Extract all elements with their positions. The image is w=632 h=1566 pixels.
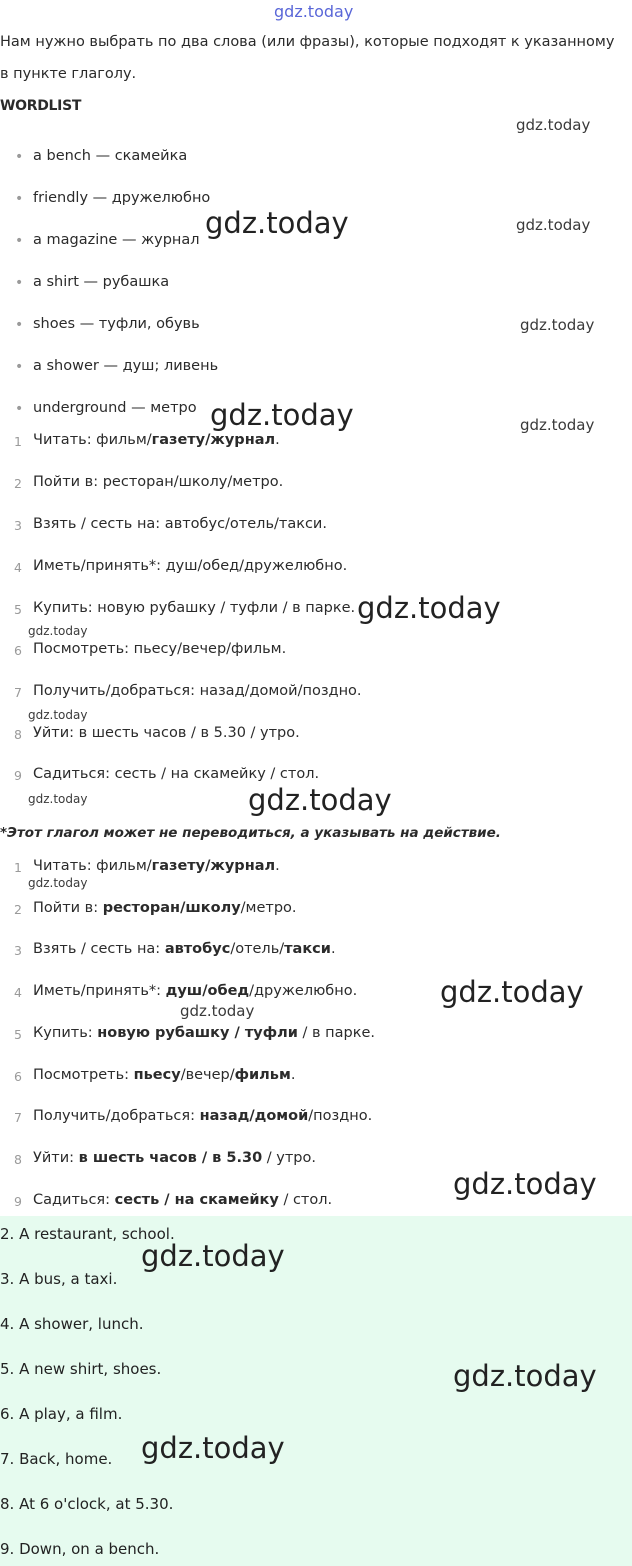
watermark: gdz.today bbox=[210, 398, 354, 432]
answer-line: 8. At 6 o'clock, at 5.30. bbox=[0, 1495, 174, 1513]
answer-line: 9. Down, on a bench. bbox=[0, 1540, 160, 1558]
item-number: 9 bbox=[14, 1194, 22, 1209]
task-item: Садиться: сесть / на скамейку / стол. bbox=[33, 766, 320, 782]
intro-line-1: Нам нужно выбрать по два слова (или фразы), которые подходят к указанному bbox=[0, 34, 615, 50]
bullet-icon: • bbox=[15, 233, 24, 249]
item-number: 5 bbox=[14, 602, 22, 617]
task-item: Садиться: сесть / на скамейку / стол. bbox=[33, 1192, 333, 1208]
watermark: gdz.today bbox=[440, 975, 584, 1009]
task-item: Иметь/принять*: душ/обед/дружелюбно. bbox=[33, 983, 358, 999]
bullet-icon: • bbox=[15, 191, 24, 207]
watermark: gdz.today bbox=[520, 416, 595, 434]
watermark: gdz.today bbox=[28, 792, 88, 806]
task-item: Посмотреть: пьесу/вечер/фильм. bbox=[33, 641, 287, 657]
item-number: 7 bbox=[14, 685, 22, 700]
watermark: gdz.today bbox=[357, 591, 501, 625]
task-item: Получить/добраться: назад/домой/поздно. bbox=[33, 1108, 373, 1124]
item-number: 7 bbox=[14, 1110, 22, 1125]
watermark: gdz.today bbox=[453, 1359, 597, 1393]
task-item: Иметь/принять*: душ/обед/дружелюбно. bbox=[33, 558, 348, 574]
task-item: Взять / сесть на: автобус/отель/такси. bbox=[33, 516, 327, 532]
intro-line-2: в пункте глаголу. bbox=[0, 66, 137, 82]
watermark: gdz.today bbox=[28, 624, 88, 638]
watermark: gdz.today bbox=[141, 1431, 285, 1465]
task-item: Посмотреть: пьесу/вечер/фильм. bbox=[33, 1067, 296, 1083]
item-number: 9 bbox=[14, 768, 22, 783]
task-item: Получить/добраться: назад/домой/поздно. bbox=[33, 683, 362, 699]
wordlist-item: underground — метро bbox=[33, 400, 197, 416]
bullet-icon: • bbox=[15, 275, 24, 291]
watermark: gdz.today bbox=[516, 216, 591, 234]
answer-line: 6. A play, a film. bbox=[0, 1405, 123, 1423]
watermark: gdz.today bbox=[28, 876, 88, 890]
watermark: gdz.today bbox=[520, 316, 595, 334]
item-number: 8 bbox=[14, 1152, 22, 1167]
header-watermark: gdz.today bbox=[274, 2, 354, 21]
watermark: gdz.today bbox=[180, 1002, 255, 1020]
wordlist-item: a magazine — журнал bbox=[33, 232, 200, 248]
wordlist-item: a shirt — рубашка bbox=[33, 274, 170, 290]
task-item: Читать: фильм/газету/журнал. bbox=[33, 432, 280, 448]
task-item: Взять / сесть на: автобус/отель/такси. bbox=[33, 941, 336, 957]
wordlist-item: shoes — туфли, обувь bbox=[33, 316, 200, 332]
bullet-icon: • bbox=[15, 317, 24, 333]
task-item: Уйти: в шесть часов / в 5.30 / утро. bbox=[33, 1150, 316, 1166]
item-number: 2 bbox=[14, 902, 22, 917]
footnote: *Этот глагол может не переводиться, а указывать на действие. bbox=[0, 825, 501, 841]
bullet-icon: • bbox=[15, 149, 24, 165]
wordlist-title: WORDLIST bbox=[0, 98, 82, 114]
answer-line: 5. A new shirt, shoes. bbox=[0, 1360, 162, 1378]
item-number: 3 bbox=[14, 518, 22, 533]
item-number: 4 bbox=[14, 560, 22, 575]
task-item: Пойти в: ресторан/школу/метро. bbox=[33, 900, 297, 916]
wordlist-item: friendly — дружелюбно bbox=[33, 190, 211, 206]
item-number: 4 bbox=[14, 985, 22, 1000]
task-item: Купить: новую рубашку / туфли / в парке. bbox=[33, 1025, 376, 1041]
answer-line: 2. A restaurant, school. bbox=[0, 1225, 175, 1243]
task-item: Купить: новую рубашку / туфли / в парке. bbox=[33, 600, 356, 616]
wordlist-item: a bench — скамейка bbox=[33, 148, 188, 164]
task-item: Читать: фильм/газету/журнал. bbox=[33, 858, 280, 874]
watermark: gdz.today bbox=[516, 116, 591, 134]
item-number: 8 bbox=[14, 727, 22, 742]
bullet-icon: • bbox=[15, 359, 24, 375]
item-number: 3 bbox=[14, 943, 22, 958]
watermark: gdz.today bbox=[141, 1239, 285, 1273]
task-item: Пойти в: ресторан/школу/метро. bbox=[33, 474, 284, 490]
watermark: gdz.today bbox=[453, 1167, 597, 1201]
answer-line: 7. Back, home. bbox=[0, 1450, 113, 1468]
item-number: 2 bbox=[14, 476, 22, 491]
item-number: 5 bbox=[14, 1027, 22, 1042]
answer-line: 3. A bus, a taxi. bbox=[0, 1270, 118, 1288]
item-number: 6 bbox=[14, 1069, 22, 1084]
watermark: gdz.today bbox=[248, 783, 392, 817]
watermark: gdz.today bbox=[205, 206, 349, 240]
item-number: 1 bbox=[14, 434, 22, 449]
answer-line: 4. A shower, lunch. bbox=[0, 1315, 144, 1333]
wordlist-item: a shower — душ; ливень bbox=[33, 358, 219, 374]
task-item: Уйти: в шесть часов / в 5.30 / утро. bbox=[33, 725, 300, 741]
item-number: 1 bbox=[14, 860, 22, 875]
watermark: gdz.today bbox=[28, 708, 88, 722]
bullet-icon: • bbox=[15, 401, 24, 417]
item-number: 6 bbox=[14, 643, 22, 658]
